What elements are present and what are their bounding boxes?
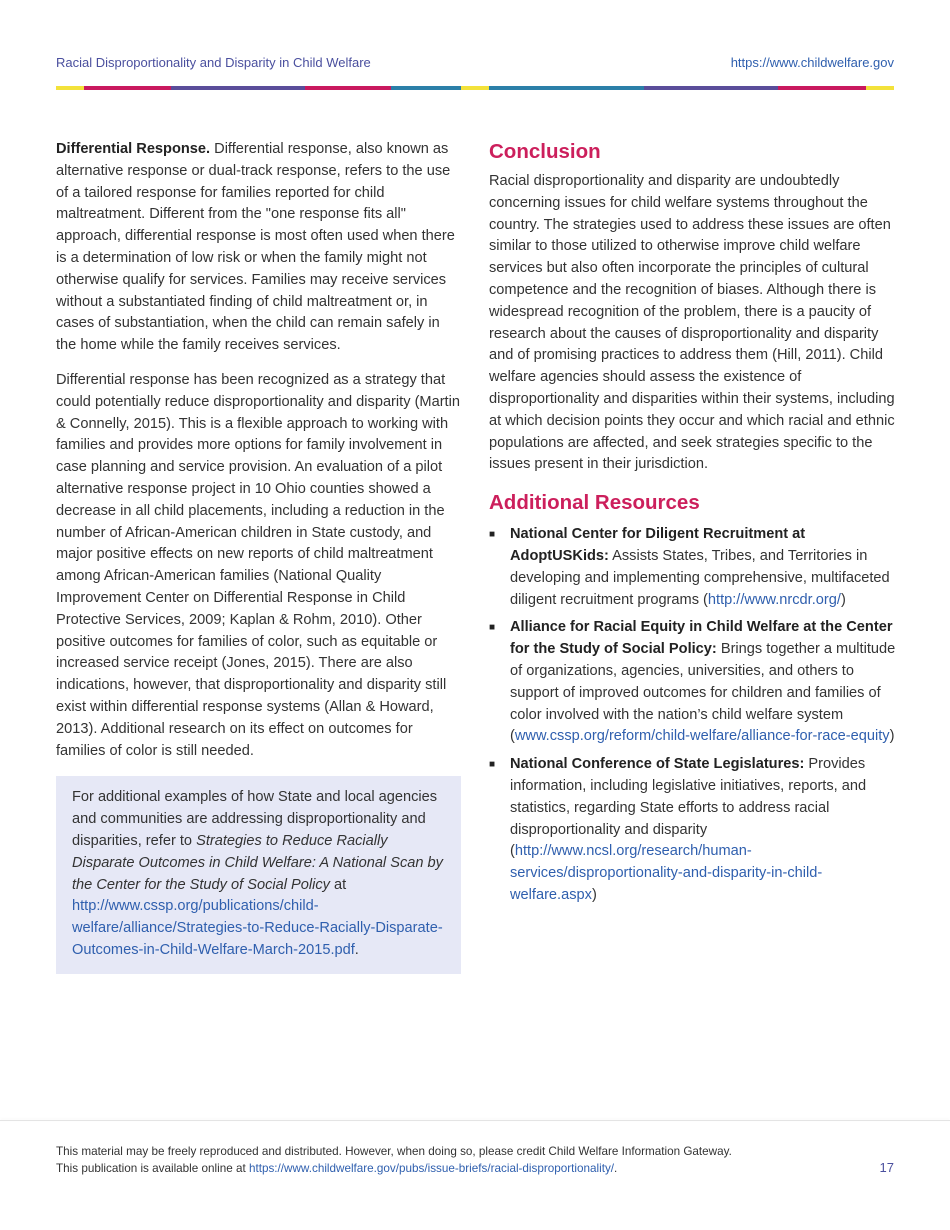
- list-item: [489, 524, 897, 611]
- list-item: [489, 617, 897, 748]
- resource-link[interactable]: http://www.ncsl.org/research/human-services/disproportionality-and-disparity-in-child-welfare.aspx: [510, 843, 823, 903]
- callout-publication-title: Strategies to Reduce Racially Disparate Outcomes in Child Welfare: A National Scan by the Center for the Study of Social Policy: [72, 832, 443, 893]
- stripe-segment: [489, 86, 644, 90]
- left-column: [56, 139, 461, 974]
- differential-response-paragraph: [56, 139, 461, 357]
- stripe-segment: [56, 86, 84, 90]
- resource-close: ): [591, 886, 597, 903]
- resource-description: Assists States, Tribes, and Territories in developing and implementing comprehensive, multifaceted diligent recruitment programs (: [510, 547, 890, 608]
- resource-name: National Conference of State Legislatures:: [510, 756, 805, 773]
- resource-close: ): [840, 591, 846, 608]
- paragraph-text: Differential response, also known as alternative response or dual-track response, refers to the use of a tailored response for families reported for child maltreatment. Different from the "one response fits all" approach, differential response is most often used when there is a determination of low risk or when the family might not otherwise qualify for services. Families may receive services without a substantiated finding of child maltreatment or, in cases of substantiation, when the child can remain safely in the home while the family receives services.: [56, 141, 455, 354]
- page-number: 17: [879, 1160, 894, 1175]
- stripe-segment: [84, 86, 171, 90]
- right-column: [489, 139, 897, 913]
- additional-resources-heading: Additional Resources: [489, 491, 700, 515]
- footer-line: [56, 1160, 856, 1177]
- resource-link[interactable]: www.cssp.org/reform/child-welfare/alliance-for-race-equity: [514, 728, 890, 745]
- callout-text: For additional examples of how State and local agencies and communities are addressing disproportionality and disparities, refer to: [72, 789, 438, 849]
- site-link[interactable]: https://www.childwelfare.gov: [730, 55, 894, 70]
- footer-line: This material may be freely reproduced and distributed. However, when doing so, please credit Child Welfare Information Gateway.: [56, 1145, 732, 1158]
- paragraph-lead: Differential Response.: [56, 141, 211, 157]
- resource-description: Brings together a multitude of organizations, agencies, universities, and others to support of improved outcomes for children and families of color involved with the nation’s child welfare system (: [510, 641, 896, 745]
- footer-text: This publication is available online at: [56, 1162, 249, 1175]
- callout-text: .: [354, 941, 359, 958]
- page-header: [56, 55, 894, 75]
- resource-link[interactable]: http://www.nrcdr.org/: [707, 591, 841, 608]
- footer-divider: [0, 1120, 950, 1121]
- color-stripe: [56, 86, 894, 90]
- stripe-segment: [461, 86, 489, 90]
- stripe-segment: [171, 86, 305, 90]
- document-title: Racial Disproportionality and Disparity in Child Welfare: [56, 55, 371, 70]
- page-footer: [56, 1143, 856, 1177]
- resource-name: Alliance for Racial Equity in Child Welfare at the Center for the Study of Social Policy:: [510, 619, 893, 658]
- square-bullet-icon: ■: [489, 529, 496, 541]
- conclusion-heading: Conclusion: [489, 140, 601, 163]
- resource-close: ): [889, 728, 895, 745]
- stripe-segment: [305, 86, 391, 90]
- stripe-segment: [391, 86, 461, 90]
- footer-link[interactable]: https://www.childwelfare.gov/pubs/issue-briefs/racial-disproportionality/: [248, 1162, 615, 1175]
- list-item: [489, 754, 897, 907]
- stripe-segment: [866, 86, 894, 90]
- resources-list: [489, 524, 897, 907]
- stripe-segment: [778, 86, 866, 90]
- conclusion-paragraph: Racial disproportionality and disparity are undoubtedly concerning issues for child welfare systems throughout the country. The strategies used to address these issues are often similar to those utilized to otherwise improve child welfare services but also often incorporate the principles of cultural competence and the recognition of biases. Although there is widespread recognition of the problem, there is a paucity of research about the causes of disproportionality and disparity and of promising practices to address them (Hill, 2011). Child welfare agencies should assess the existence of disproportionality and disparities within their systems, including at which decision points they occur and which racial and ethnic populations are affected, and seek strategies specific to the issues present in their jurisdiction.: [489, 173, 895, 473]
- stripe-segment: [644, 86, 778, 90]
- square-bullet-icon: ■: [489, 622, 496, 634]
- footer-text: .: [614, 1162, 618, 1175]
- callout-link[interactable]: http://www.cssp.org/publications/child-welfare/alliance/Strategies-to-Reduce-Racially-Disparate-Outcomes-in-Child-Welfare-March-2015.pdf: [72, 898, 443, 958]
- resource-description: Provides information, including legislative initiatives, reports, and statistics, regarding State efforts to address racial disproportionality and disparity (: [510, 756, 867, 860]
- differential-response-strategy-paragraph: Differential response has been recognized as a strategy that could potentially reduce disproportionality and disparity (Martin & Connelly, 2015). This is a flexible approach to working with families and provides more options for family involvement in case planning and service provision. An evaluation of a pilot alternative response project in 10 Ohio counties showed a decrease in all child placements, including a reduction in the number of African-American children in State custody, and major positive effects on new reports of child maltreatment among African-American families (National Quality Improvement Center on Differential Response in Child Protective Services, 2009; Kaplan & Rohm, 2010). Other positive outcomes for families of color, such as equitable or increased service receipt (Jones, 2015). There are also indications, however, that disproportionality and disparity still exist within differential response systems (Allan & Howard, 2013). Additional research on its effect on outcomes for families of color is still needed.: [56, 371, 460, 759]
- callout-box: [56, 776, 461, 973]
- resource-name: National Center for Diligent Recruitment at AdoptUSKids:: [510, 526, 806, 564]
- callout-text: at: [329, 876, 347, 893]
- square-bullet-icon: ■: [489, 759, 496, 771]
